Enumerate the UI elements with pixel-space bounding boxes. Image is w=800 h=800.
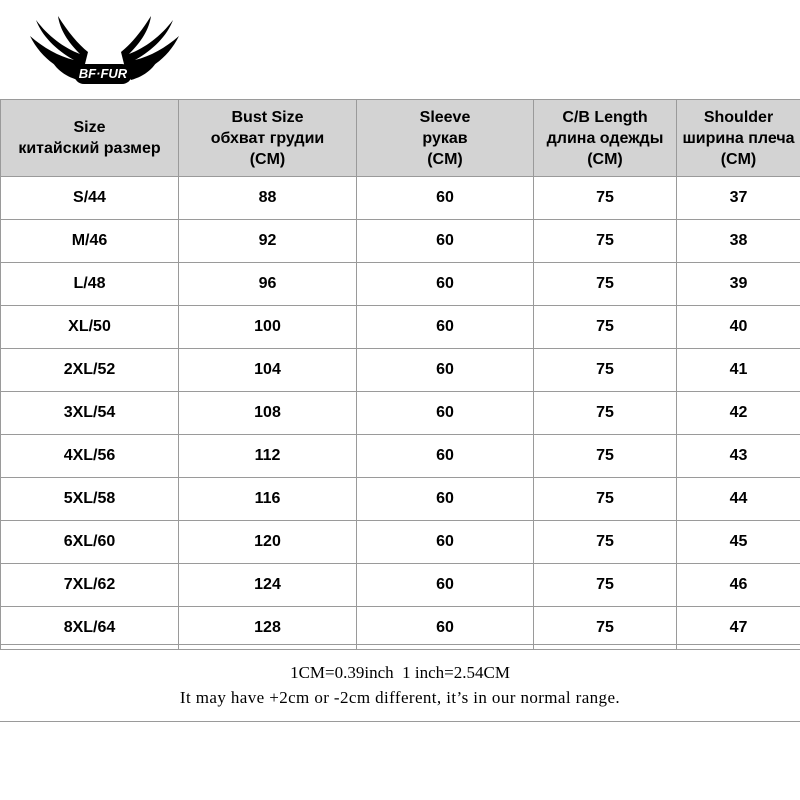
cell-shoulder: 41 [677, 349, 800, 392]
cell-sleeve: 60 [357, 392, 534, 435]
cell-sleeve: 60 [357, 306, 534, 349]
header-shoulder [677, 100, 800, 177]
conversion-note: 1CM=0.39inch 1 inch=2.54CM [290, 663, 510, 682]
header-label: (CM) [720, 150, 757, 168]
cell-length: 75 [534, 521, 677, 564]
cell-bust: 124 [179, 564, 357, 607]
cell-shoulder: 37 [677, 177, 800, 220]
header-label: обхват грудии [210, 129, 325, 147]
header-label: C/B Length [562, 108, 648, 126]
cell-sleeve: 60 [357, 263, 534, 306]
table-row [1, 478, 800, 521]
header-bust [179, 100, 357, 177]
table-row [1, 263, 800, 306]
cell-bust: 108 [179, 392, 357, 435]
cell-length: 75 [534, 177, 677, 220]
cell-shoulder: 46 [677, 564, 800, 607]
cell-size: 2XL/52 [1, 349, 179, 392]
cell-bust: 92 [179, 220, 357, 263]
cell-bust: 100 [179, 306, 357, 349]
cell-size: 7XL/62 [1, 564, 179, 607]
cell-shoulder: 38 [677, 220, 800, 263]
cell-sleeve: 60 [357, 564, 534, 607]
table-row [1, 435, 800, 478]
header-label: Size [73, 119, 106, 136]
table-row [1, 220, 800, 263]
cell-length: 75 [534, 435, 677, 478]
cell-bust: 116 [179, 478, 357, 521]
cell-shoulder: 47 [677, 607, 800, 650]
table-row [1, 392, 800, 435]
header-label: (CM) [587, 150, 623, 168]
cell-length: 75 [534, 220, 677, 263]
cell-sleeve: 60 [357, 607, 534, 650]
header-label: (CM) [427, 150, 463, 168]
cell-shoulder: 43 [677, 435, 800, 478]
table-row [1, 564, 800, 607]
cell-shoulder: 42 [677, 392, 800, 435]
cell-length: 75 [534, 306, 677, 349]
table-row [1, 177, 800, 220]
cell-sleeve: 60 [357, 177, 534, 220]
header-label: ширина плеча [682, 129, 795, 147]
cell-size: 5XL/58 [1, 478, 179, 521]
cell-shoulder: 45 [677, 521, 800, 564]
cell-length: 75 [534, 607, 677, 650]
brand-logo [22, 14, 187, 96]
cell-size: 8XL/64 [1, 607, 179, 650]
table-row [1, 349, 800, 392]
cell-length: 75 [534, 564, 677, 607]
cell-size: 3XL/54 [1, 392, 179, 435]
header-length [534, 100, 677, 177]
cell-sleeve: 60 [357, 478, 534, 521]
header-size [1, 100, 179, 177]
cell-size: 6XL/60 [1, 521, 179, 564]
logo-text: BF·FUR [78, 66, 128, 81]
cell-bust: 120 [179, 521, 357, 564]
cell-size: 4XL/56 [1, 435, 179, 478]
cell-shoulder: 44 [677, 478, 800, 521]
header-label: длина одежды [546, 129, 664, 147]
cell-sleeve: 60 [357, 349, 534, 392]
cell-bust: 128 [179, 607, 357, 650]
size-chart-table [0, 99, 800, 650]
cell-sleeve: 60 [357, 435, 534, 478]
cell-bust: 112 [179, 435, 357, 478]
table-row [1, 521, 800, 564]
table-row [1, 306, 800, 349]
cell-length: 75 [534, 392, 677, 435]
header-sleeve [357, 100, 534, 177]
cell-size: M/46 [1, 220, 179, 263]
header-label: Bust Size [231, 108, 304, 126]
cell-length: 75 [534, 263, 677, 306]
tolerance-note: It may have +2cm or -2cm different, it’s in our normal range. [179, 688, 621, 707]
cell-bust: 104 [179, 349, 357, 392]
header-label: Shoulder [703, 108, 774, 126]
cell-length: 75 [534, 478, 677, 521]
cell-sleeve: 60 [357, 521, 534, 564]
measurement-notes [0, 644, 800, 722]
cell-size: XL/50 [1, 306, 179, 349]
cell-size: S/44 [1, 177, 179, 220]
cell-bust: 96 [179, 263, 357, 306]
cell-shoulder: 40 [677, 306, 800, 349]
cell-size: L/48 [1, 263, 179, 306]
cell-bust: 88 [179, 177, 357, 220]
cell-sleeve: 60 [357, 220, 534, 263]
table-header-row [1, 100, 800, 177]
header-label: китайский размер [18, 140, 161, 157]
cell-shoulder: 39 [677, 263, 800, 306]
header-label: Sleeve [419, 108, 471, 126]
cell-length: 75 [534, 349, 677, 392]
header-label: рукав [422, 129, 468, 147]
header-label: (CM) [249, 150, 286, 168]
